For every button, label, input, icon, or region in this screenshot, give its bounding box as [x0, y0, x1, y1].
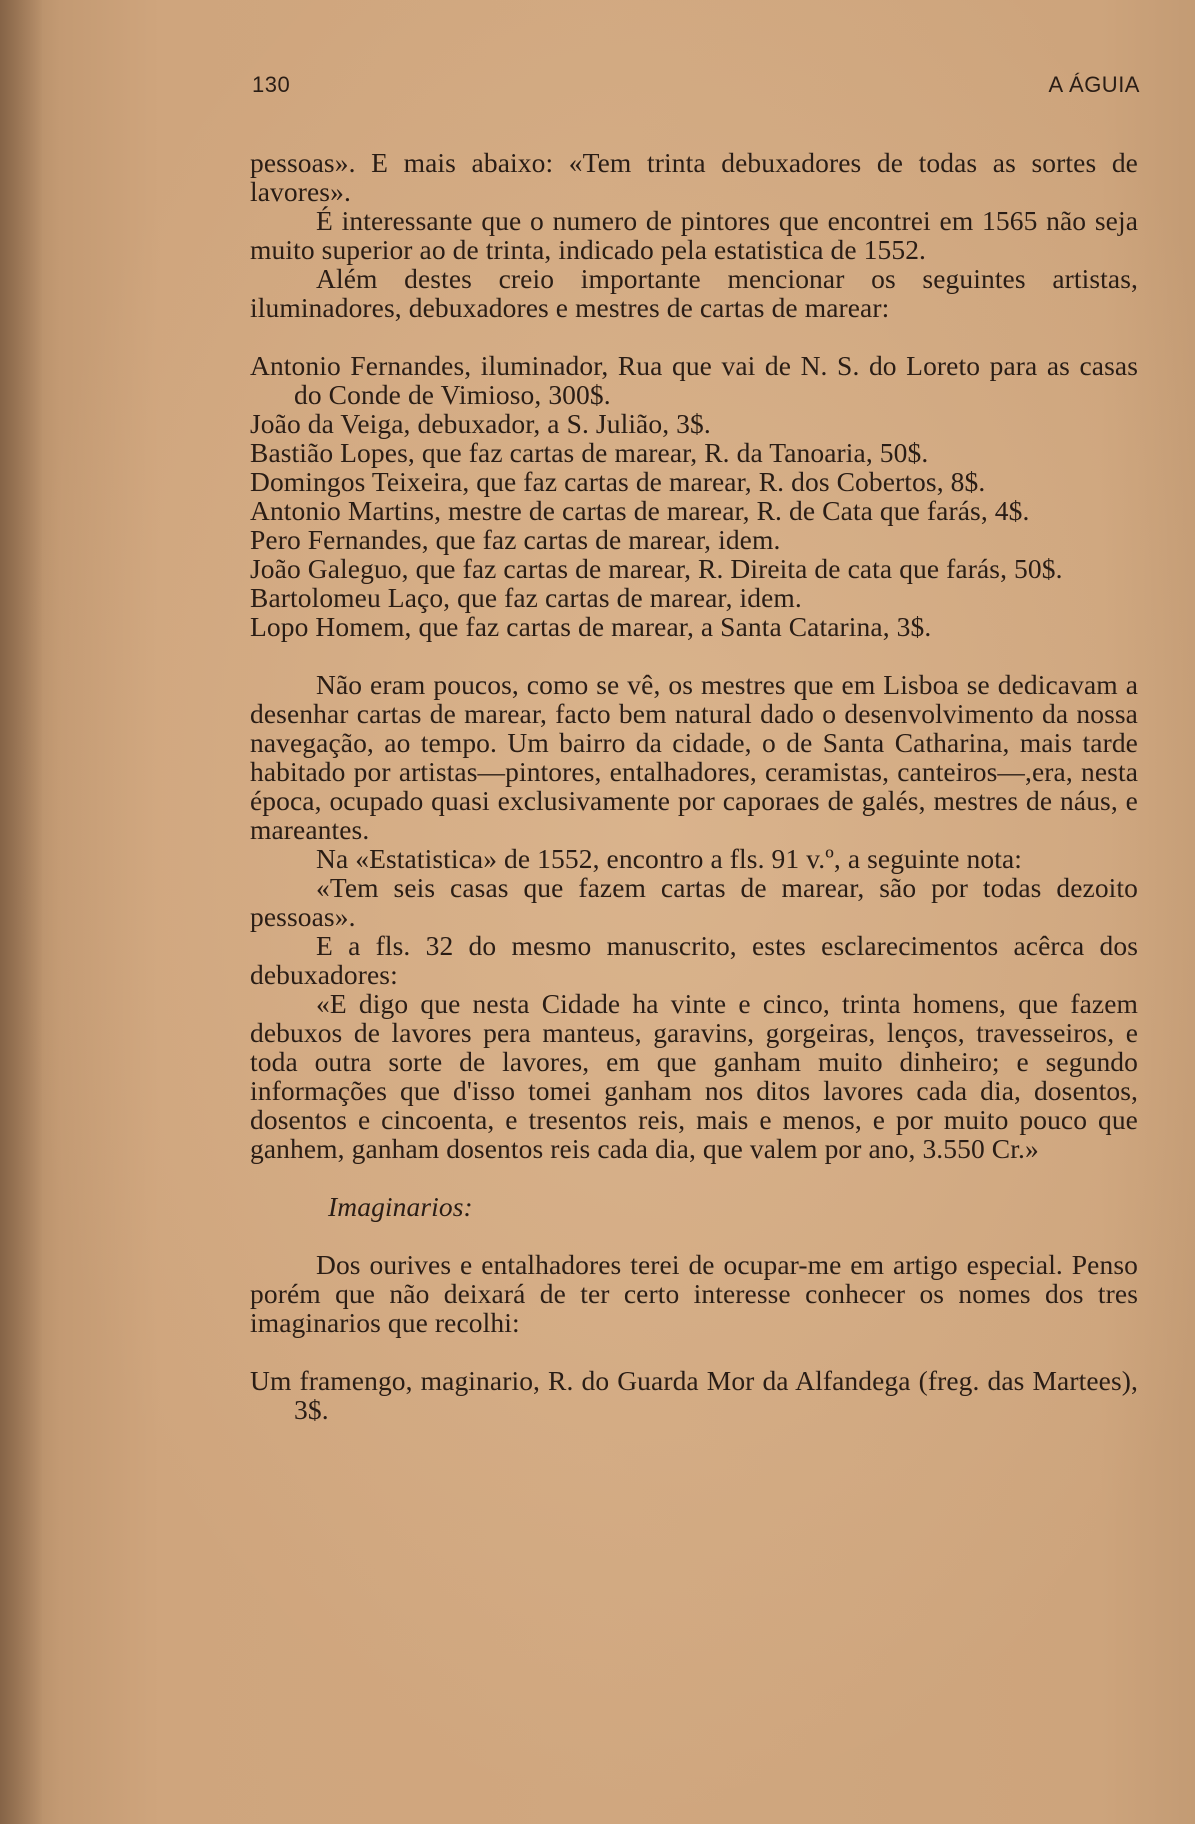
paragraph: Na «Estatistica» de 1552, encontro a fls. 91 v.º, a seguinte nota:	[316, 843, 1023, 874]
paragraph: Não eram poucos, como se vê, os mestres que em Lisboa se dedicavam a desenhar cartas de marear, facto bem natural dado o desenvolvimento da nossa navegação, ao tempo. Um bairro da cidade, o de Santa Catharina, mais tarde habitado por artistas—pintores, entalhadores, ceramistas, canteiros—,era, nesta época, ocupado quasi exclusivamente por caporaes de galés, mestres de náus, e mareantes.	[250, 669, 1138, 845]
paragraph: E a fls. 32 do mesmo manuscrito, estes esclarecimentos acêrca dos debuxadores:	[250, 930, 1138, 990]
running-header	[252, 72, 1140, 104]
section-heading: Imaginarios:	[328, 1191, 473, 1222]
list-item: Bastião Lopes, que faz cartas de marear, R. da Tanoaria, 50$.	[250, 437, 929, 468]
list-item: Domingos Teixeira, que faz cartas de marear, R. dos Cobertos, 8$.	[250, 466, 986, 497]
list-item: Antonio Fernandes, iluminador, Rua que vai de N. S. do Loreto para as casas do Conde de Vimioso, 300$.	[250, 350, 1138, 410]
page-spine-shadow	[0, 0, 42, 1824]
paragraph: É interessante que o numero de pintores que encontrei em 1565 não seja muito superior ao de trinta, indicado pela estatistica de 1552.	[250, 205, 1138, 265]
list-item: João da Veiga, debuxador, a S. Julião, 3$.	[250, 408, 711, 439]
paragraph: Dos ourives e entalhadores terei de ocupar-me em artigo especial. Penso porém que não deixará de ter certo interesse conhecer os nomes dos tres imaginarios que recolhi:	[250, 1249, 1138, 1338]
paragraph: Além destes creio importante mencionar os seguintes artistas, iluminadores, debuxadores e mestres de cartas de marear:	[250, 263, 1138, 323]
quotation: «E digo que nesta Cidade ha vinte e cinco, trinta homens, que fazem debuxos de lavores pera manteus, garavins, gorgeiras, lenços, travesseiros, e toda outra sorte de lavores, em que ganham muito dinheiro; e segundo informações que d'isso tomei ganham nos ditos lavores cada dia, dosentos, dosentos e cincoenta, e tresentos reis, mais e menos, e por muito pouco que ganhem, ganham dosentos reis cada dia, que valem por ano, 3.550 Cr.»	[250, 988, 1138, 1164]
artist-list	[250, 351, 1138, 641]
list-item: João Galeguo, que faz cartas de marear, R. Direita de cata que farás, 50$.	[250, 553, 1063, 584]
list-item: Pero Fernandes, que faz cartas de marear, idem.	[250, 524, 781, 555]
list-item: Antonio Martins, mestre de cartas de marear, R. de Cata que farás, 4$.	[250, 495, 1030, 526]
list-item: Um framengo, maginario, R. do Guarda Mor da Alfandega (freg. das Martees), 3$.	[250, 1365, 1138, 1425]
paragraph: pessoas». E mais abaixo: «Tem trinta debuxadores de todas as sortes de lavores».	[250, 147, 1138, 207]
quotation: «Tem seis casas que fazem cartas de marear, são por todas dezoito pessoas».	[250, 872, 1138, 932]
body-text	[250, 148, 1138, 1424]
page-number: 130	[252, 72, 291, 97]
list-item: Bartolomeu Laço, que faz cartas de marear, idem.	[250, 582, 802, 613]
list-item: Lopo Homem, que faz cartas de marear, a Santa Catarina, 3$.	[250, 611, 932, 642]
journal-title: A ÁGUIA	[1048, 72, 1140, 97]
